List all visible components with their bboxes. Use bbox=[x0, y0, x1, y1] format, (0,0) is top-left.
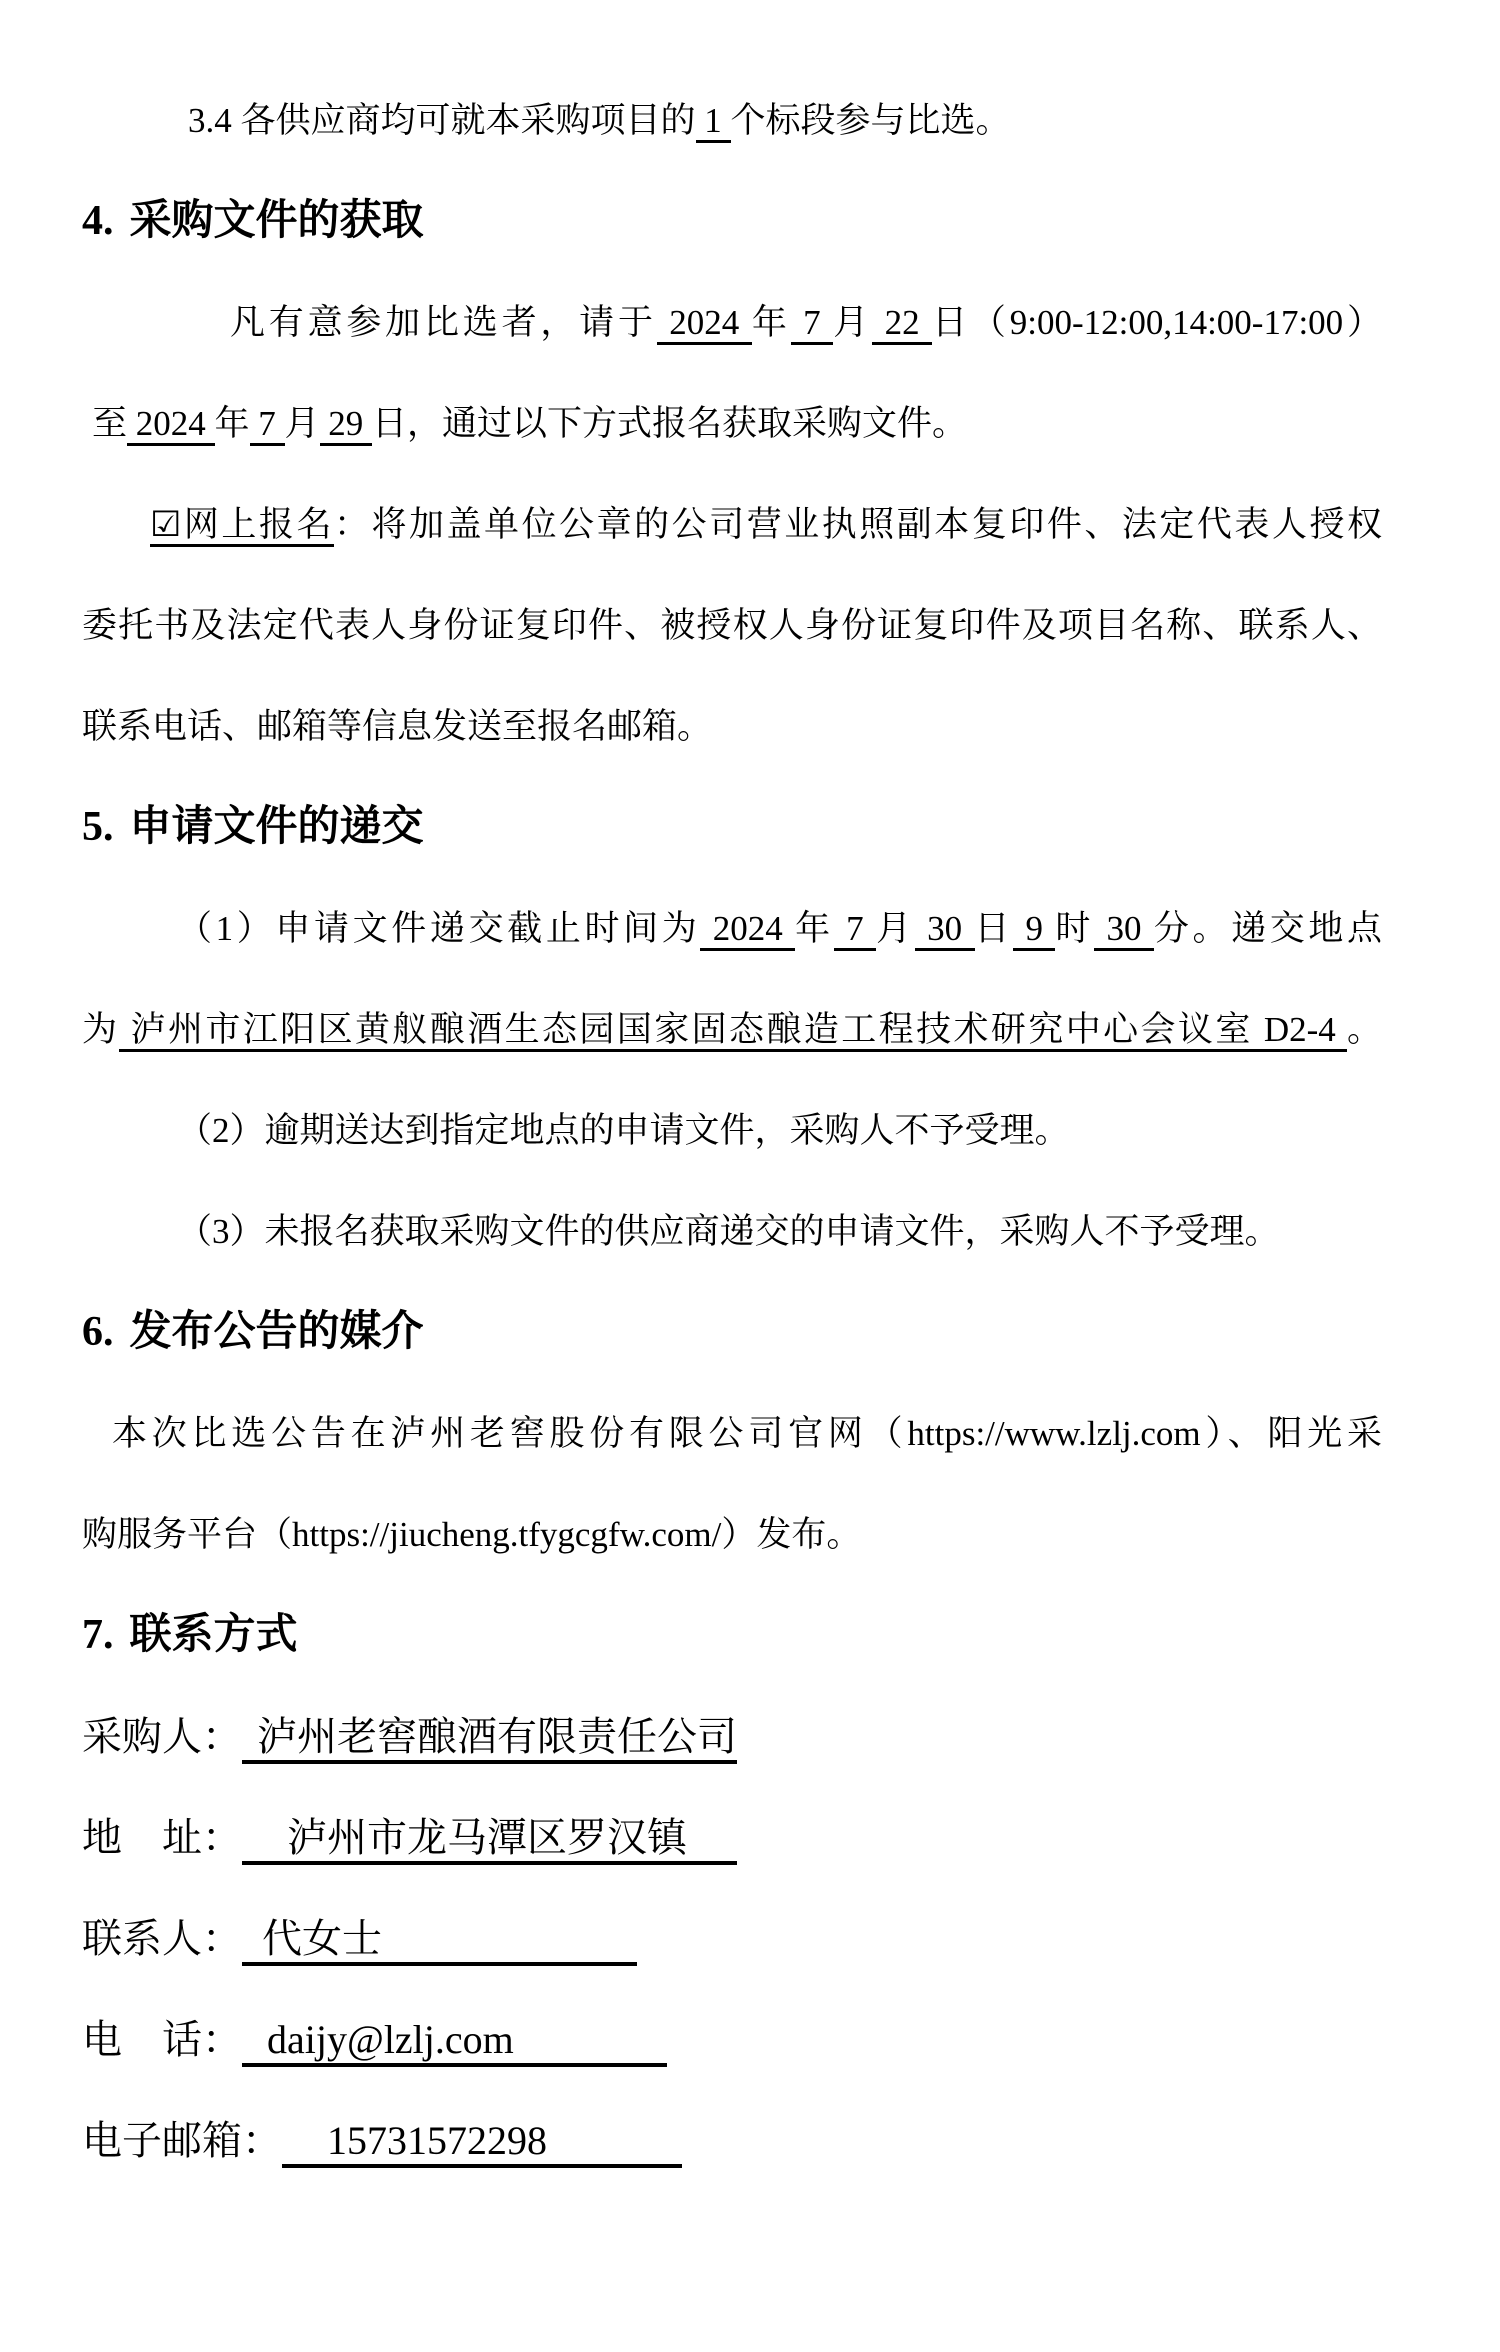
underlined-text: 29 bbox=[320, 404, 373, 446]
contact-blank-underline bbox=[242, 1714, 737, 1764]
body-text: 年 bbox=[214, 404, 250, 443]
body-text: 时 bbox=[1055, 909, 1095, 948]
body-text: 3.4 各供应商均可就本采购项目的 bbox=[188, 101, 696, 140]
underlined-text: 1 bbox=[696, 101, 731, 143]
section-5-heading bbox=[82, 777, 1382, 878]
contact-blank-underline bbox=[242, 2017, 667, 2067]
heading-title: 申请文件的递交 bbox=[129, 804, 424, 850]
underlined-text: 7 bbox=[791, 303, 834, 345]
heading-title: 采购文件的获取 bbox=[129, 198, 424, 244]
underlined-text: 7 bbox=[834, 909, 876, 951]
underlined-text: 9 bbox=[1013, 909, 1055, 951]
contact-blank-underline bbox=[242, 1916, 637, 1966]
contact-value: 代女士 bbox=[262, 1916, 382, 1961]
body-text: 本次比选公告在泸州老窖股份有限公司官网（https://www.lzlj.com）、阳光采 bbox=[112, 1414, 1382, 1453]
body-text: 购服务平台（https://jiucheng.tfygcgfw.com/）发布。 bbox=[82, 1515, 862, 1554]
contact-phone bbox=[82, 1989, 1382, 2090]
body-text: 个标段参与比选。 bbox=[730, 101, 1011, 140]
contact-purchaser bbox=[82, 1686, 1382, 1787]
heading-number: 4. bbox=[82, 198, 114, 244]
body-text: 分。递交地点 bbox=[1153, 909, 1383, 948]
contact-value: 泸州老窖酿酒有限责任公司 bbox=[257, 1714, 737, 1759]
section-7-heading bbox=[82, 1585, 1382, 1686]
contact-value: 15731572298 bbox=[327, 2118, 547, 2163]
underlined-text: ☑网上报名 bbox=[150, 505, 334, 547]
body-text: 年 bbox=[795, 909, 834, 948]
body-text: 日，通过以下方式报名获取采购文件。 bbox=[372, 404, 968, 443]
underlined-text: 2024 bbox=[700, 909, 795, 951]
clause-3-4 bbox=[82, 70, 1382, 171]
contact-value: 泸州市龙马潭区罗汉镇 bbox=[287, 1815, 687, 1860]
heading-title: 联系方式 bbox=[129, 1612, 298, 1658]
underlined-text: 30 bbox=[915, 909, 975, 951]
contact-blank-underline bbox=[282, 2118, 682, 2168]
underlined-text: 泸州市江阳区黄舣酿酒生态园国家固态酿造工程技术研究中心会议室 D2-4 bbox=[119, 1010, 1347, 1052]
heading-number: 5. bbox=[82, 804, 114, 850]
section-6-heading bbox=[82, 1282, 1382, 1383]
body-text: 年 bbox=[751, 303, 791, 342]
para-online-reg-line-2 bbox=[82, 575, 1382, 676]
contact-label: 采购人： bbox=[82, 1714, 242, 1759]
contact-person bbox=[82, 1888, 1382, 1989]
body-text: 日（9:00-12:00,14:00-17:00） bbox=[932, 303, 1382, 342]
body-text: （3）未报名获取采购文件的供应商递交的申请文件，采购人不予受理。 bbox=[177, 1212, 1280, 1251]
document-body bbox=[82, 70, 1382, 2191]
body-text: 月 bbox=[284, 404, 320, 443]
underlined-text: 7 bbox=[250, 404, 285, 446]
contact-label: 电 话： bbox=[82, 2017, 242, 2062]
heading-number: 6. bbox=[82, 1309, 114, 1355]
body-text: （2）逾期送达到指定地点的申请文件，采购人不予受理。 bbox=[177, 1111, 1070, 1150]
contact-address bbox=[82, 1787, 1382, 1888]
heading-title: 发布公告的媒介 bbox=[129, 1309, 424, 1355]
contact-label: 地 址： bbox=[82, 1815, 242, 1860]
contact-label: 联系人： bbox=[82, 1916, 242, 1961]
para-5-2 bbox=[82, 1080, 1382, 1181]
para-4-line-1 bbox=[82, 272, 1382, 373]
para-online-reg-line-3 bbox=[82, 676, 1382, 777]
underlined-text: 22 bbox=[872, 303, 932, 345]
contact-email bbox=[82, 2090, 1382, 2191]
para-5-1-line-1 bbox=[82, 878, 1382, 979]
heading-number: 7. bbox=[82, 1612, 114, 1658]
para-6-line-2 bbox=[82, 1484, 1382, 1585]
body-text: 凡有意参加比选者，请于 bbox=[230, 303, 657, 342]
body-text: ：将加盖单位公章的公司营业执照副本复印件、法定代表人授权 bbox=[333, 505, 1382, 544]
body-text: 为 bbox=[82, 1010, 120, 1049]
para-4-line-2 bbox=[82, 373, 1382, 474]
body-text: 月 bbox=[833, 303, 873, 342]
contact-value: daijy@lzlj.com bbox=[267, 2017, 514, 2062]
para-5-1-line-2 bbox=[82, 979, 1382, 1080]
body-text: 委托书及法定代表人身份证复印件、被授权人身份证复印件及项目名称、联系人、 bbox=[82, 606, 1382, 645]
contact-label: 电子邮箱： bbox=[82, 2118, 282, 2163]
body-text: 至 bbox=[92, 404, 128, 443]
body-text: 日 bbox=[974, 909, 1014, 948]
underlined-text: 30 bbox=[1094, 909, 1154, 951]
para-online-reg-line-1 bbox=[82, 474, 1382, 575]
para-5-3 bbox=[82, 1181, 1382, 1282]
contact-blank-underline bbox=[242, 1815, 737, 1865]
body-text: 月 bbox=[876, 909, 915, 948]
body-text: 。 bbox=[1346, 1010, 1382, 1049]
body-text: 联系电话、邮箱等信息发送至报名邮箱。 bbox=[82, 707, 713, 746]
underlined-text: 2024 bbox=[127, 404, 215, 446]
underlined-text: 2024 bbox=[657, 303, 752, 345]
section-4-heading bbox=[82, 171, 1382, 272]
body-text: （1）申请文件递交截止时间为 bbox=[177, 909, 701, 948]
para-6-line-1 bbox=[82, 1383, 1382, 1484]
